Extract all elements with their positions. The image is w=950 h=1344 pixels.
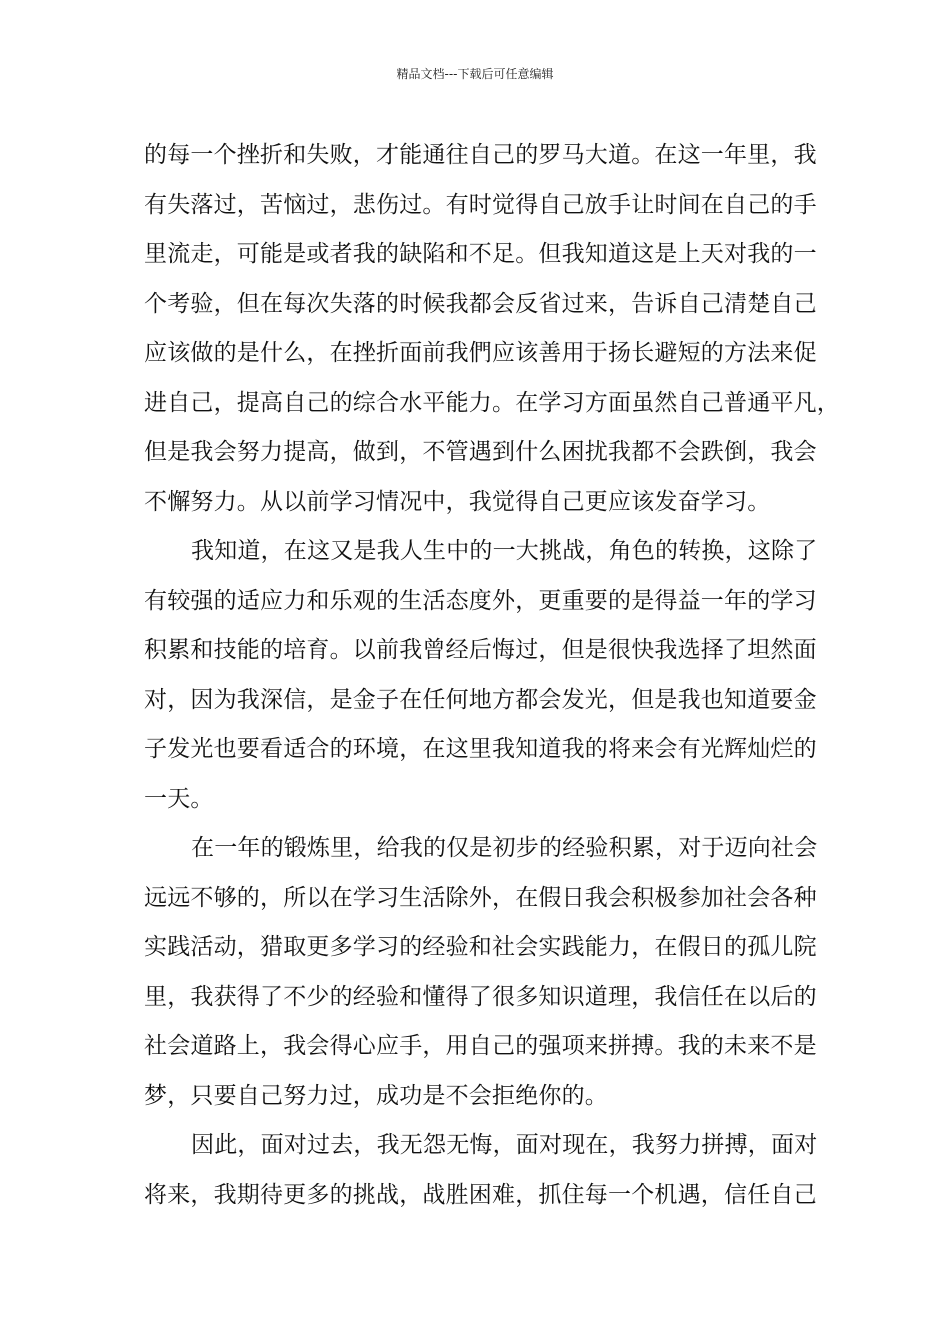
text-line: 梦，只要自己努力过，成功是不会拒绝你的。 <box>144 1082 608 1109</box>
page-header: 精品文档---下载后可任意编辑 <box>396 67 554 81</box>
paragraph-4 <box>144 1121 816 1220</box>
text-line: 进自己，提高自己的综合水平能力。在学习方面虽然自己普通平凡， <box>144 389 840 416</box>
text-line: 有失落过，苦恼过，悲伤过。有时觉得自己放手让时间在自己的手 <box>144 191 817 218</box>
text-line: 我知道，在这又是我人生中的一大挑战，角色的转换，这除了 <box>191 538 818 564</box>
text-line: 里流走，可能是或者我的缺陷和不足。但我知道这是上天对我的一 <box>144 241 817 267</box>
paragraph-2 <box>144 527 816 824</box>
paragraph-1 <box>144 131 840 527</box>
document-body <box>144 131 840 1220</box>
text-line: 有较强的适应力和乐观的生活态度外，更重要的是得益一年的学习 <box>144 587 817 614</box>
text-line: 将来，我期待更多的挑战，战胜困难，抓住每一个机遇，信任自己 <box>144 1181 817 1208</box>
text-line: 的每一个挫折和失败，才能通往自己的罗马大道。在这一年里，我 <box>144 142 817 168</box>
paragraph-3 <box>144 824 816 1121</box>
text-line: 积累和技能的培育。以前我曾经后悔过，但是很快我选择了坦然面 <box>144 637 817 663</box>
text-line: 在一年的锻炼里，给我的仅是初步的经验积累，对于迈向社会 <box>191 835 818 861</box>
text-line: 对，因为我深信，是金子在任何地方都会发光，但是我也知道要金 <box>144 686 817 713</box>
text-line: 因此，面对过去，我无怨无悔，面对现在，我努力拼搏，面对 <box>191 1132 818 1158</box>
text-line: 远远不够的，所以在学习生活除外，在假日我会积极参加社会各种 <box>144 884 817 911</box>
text-line: 但是我会努力提高，做到，不管遇到什么困扰我都不会跌倒，我会 <box>144 439 817 465</box>
text-line: 子发光也要看适合的环境，在这里我知道我的将来会有光辉灿烂的 <box>144 736 817 762</box>
text-line: 应该做的是什么，在挫折面前我們应该善用于扬长避短的方法来促 <box>144 340 817 366</box>
text-line: 社会道路上，我会得心应手，用自己的强项来拼搏。我的未来不是 <box>144 1033 817 1059</box>
text-line: 个考验，但在每次失落的时候我都会反省过来，告诉自己清楚自己 <box>144 290 817 317</box>
text-line: 实践活动，猎取更多学习的经验和社会实践能力，在假日的孤儿院 <box>144 934 817 960</box>
text-line: 里，我获得了不少的经验和懂得了很多知识道理，我信任在以后的 <box>144 983 817 1010</box>
text-line: 不懈努力。从以前学习情况中，我觉得自己更应该发奋学习。 <box>144 488 771 515</box>
text-line: 一天。 <box>144 785 214 812</box>
